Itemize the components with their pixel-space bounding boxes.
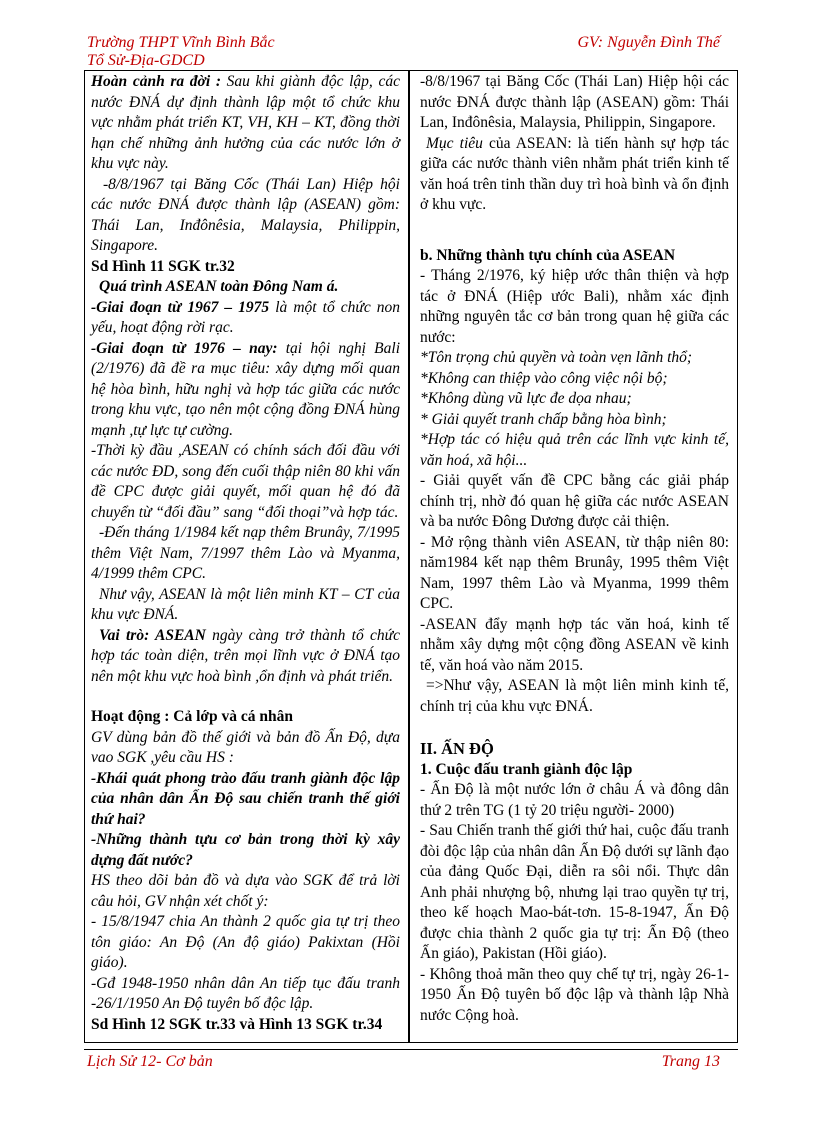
footer-rule (84, 1049, 738, 1050)
early-period-paragraph: -Thời kỳ đầu ,ASEAN có chính sách đối đầu với các nước ĐD, song đến cuối thập niên 80 khi vấn đề CPC được giải quyết, mối quan hệ đó đã chuyển từ “đối đầu” sang “đối thoại”và hợp tác. (91, 442, 400, 521)
principle-3: *Không dùng vũ lực đe dọa nhau; (420, 390, 632, 407)
question-2: -Những thành tựu cơ bản trong thời kỳ xây dựng đất nước? (91, 831, 400, 869)
subject-label: Lịch Sử 12- Cơ bản (87, 1053, 213, 1070)
bali-treaty-paragraph: - Tháng 2/1976, ký hiệp ước thân thiện và hợp tác ở ĐNÁ (Hiệp ước Bali), nhằm xác định những nguyên tắc cơ bản trong quan hệ giữa các nước: (420, 267, 729, 346)
cambodia-paragraph: - Giải quyết vấn đề CPC bằng các giải pháp chính trị, nhờ đó quan hệ giữa các nước ASEAN và ba nước Đông Dương được cải thiện. (420, 472, 729, 530)
principle-2: *Không can thiệp vào công việc nội bộ; (420, 369, 668, 387)
context-paragraph: Hoàn cảnh ra đời : Sau khi giành độc lập, các nước ĐNÁ dự định thành lập một tổ chức khu vực nhằm phát triển KT, VH, KH – KT, đồng thời hạn chế những ảnh hưởng của các nước lớn ở khu vực này. (91, 73, 400, 172)
partition-note: - 15/8/1947 chia An thành 2 quốc gia tự trị theo tôn giáo: An Độ (An độ giáo) Pakixtan (Hồi giáo). (91, 913, 400, 971)
teacher-instruction: GV dùng bản đồ thế giới và bản đồ Ấn Độ, dựa vao SGK ,yêu cầu HS : (91, 728, 400, 766)
student-instruction: HS theo dõi bản đồ và dựa vào SGK để trả lời câu hỏi, GV nhận xét chốt ý: (91, 872, 400, 910)
phase-1976-now: -Giai đoạn từ 1976 – nay: tại hội nghị Bali (2/1976) đã đề ra mục tiêu: xây dựng mối quan hệ hòa bình, hữu nghị và hợp tác giữa các nước trong khu vực, tạo nên một cộng đồng ĐNÁ hùng mạnh ,tự lực tự cường. (91, 339, 401, 439)
principle-1: *Tôn trọng chủ quyền và toàn vẹn lãnh thổ; (420, 349, 693, 366)
content-column (410, 70, 737, 1042)
independence-note: -Gđ 1948-1950 nhân dân An tiếp tục đấu tranh -26/1/1950 An Độ tuyên bố độc lập. (91, 974, 400, 1012)
role-paragraph: Vai trò: ASEAN ngày càng trở thành tổ chức hợp tác toàn diện, trên mọi lĩnh vực ở ĐNÁ tạo nên một khu vực hoà bình ,ổn định và phát triển. (91, 626, 400, 685)
activity-column (85, 70, 408, 1042)
page-number: Trang 13 (661, 1053, 720, 1070)
community-paragraph: -ASEAN đẩy mạnh hợp tác văn hoá, kinh tế nhằm xây dựng một cộng đồng ASEAN về kinh tế, văn hoá vào năm 2015. (420, 615, 729, 674)
india-intro: - Ấn Độ là một nước lớn ở châu Á và đông dân thứ 2 trên TG (1 tỷ 20 triệu người- 2000) (420, 781, 729, 819)
asean-conclusion: =>Như vậy, ASEAN là một liên minh kinh tế, chính trị của khu vực ĐNÁ. (420, 677, 729, 715)
teacher-name: GV: Nguyễn Đình Thế (577, 34, 720, 51)
founding-paragraph: -8/8/1967 tại Băng Cốc (Thái Lan) Hiệp hội các nước ĐNÁ được thành lập (ASEAN) gồm: Thái Lan, Inđônêsia, Malaysia, Philippin, Singapore. (91, 175, 400, 254)
phase-1967-1975: -Giai đoạn từ 1967 – 1975 là một tổ chức non yếu, hoạt động rời rạc. (91, 298, 401, 336)
figure-ref-11: Sd Hình 11 SGK tr.32 (91, 257, 235, 275)
question-1: -Khái quát phong trào đấu tranh giành độc lập của nhân dân Ấn Độ sau chiến tranh thế giới thứ hai? (91, 769, 400, 828)
goal-paragraph: Mục tiêu của ASEAN: là tiến hành sự hợp tác giữa các nước thành viên nhằm phát triển kinh tế văn hoá trên tinh thần duy trì hoà bình và ổn định ở khu vực. (420, 134, 729, 213)
struggle-heading: 1. Cuộc đấu tranh giành độc lập (420, 760, 633, 778)
figure-ref-12-13: Sd Hình 12 SGK tr.33 và Hình 13 SGK tr.34 (91, 1015, 383, 1033)
conclusion-paragraph: Như vậy, ASEAN là một liên minh KT – CT của khu vực ĐNÁ. (91, 585, 400, 623)
principle-4: * Giải quyết tranh chấp bằng hòa bình; (420, 410, 667, 428)
school-name: Trường THPT Vĩnh Bình Bắc (87, 34, 275, 51)
india-section-heading: II. ẤN ĐỘ (420, 739, 494, 758)
expansion-paragraph: - Mở rộng thành viên ASEAN, từ thập niên 80: năm1984 kết nạp thêm Brunây, 1995 thêm Việt Nam, 1997 thêm Lào và Myanma, 1999 thêm CPC. (420, 533, 729, 612)
lesson-table (84, 70, 738, 1043)
achievements-heading: b. Những thành tựu chính của ASEAN (420, 246, 676, 264)
department-name: Tổ Sử-Địa-GDCD (87, 52, 205, 69)
membership-paragraph: -Đến tháng 1/1984 kết nạp thêm Brunây, 7/1995 thêm Việt Nam, 7/1997 thêm Lào và Myanma, 4/1999 thêm CPC. (91, 524, 400, 582)
founding-paragraph-right: -8/8/1967 tại Băng Cốc (Thái Lan) Hiệp hội các nước ĐNÁ được thành lập (ASEAN) gồm: Thái Lan, Inđônêsia, Malaysia, Philippin, Singapore. (420, 73, 729, 131)
activity-heading: Hoạt động : Cả lớp và cá nhân (91, 708, 293, 725)
asean-process-heading: Quá trình ASEAN toàn Đông Nam á. (99, 278, 339, 295)
india-struggle: - Sau Chiến tranh thế giới thứ hai, cuộc đấu tranh đòi độc lập của nhân dân Ấn Độ dưới sự lãnh đạo của đảng Quốc Đại, diễn ra sôi nổi. Thực dân Anh phải nhượng bộ, nhưng lại trao quyền tự trị, theo kế hoạch Mao-bát-tơn. 15-8-1947, Ấn Độ được chia thành 2 quốc gia tự trị: Ấn Độ (theo Ấn giáo), Pakistan (Hồi giáo). (420, 822, 729, 962)
principle-5: *Hợp tác có hiệu quả trên các lĩnh vực kinh tế, văn hoá, xã hội... (420, 431, 729, 469)
india-independence: - Không thoả mãn theo quy chế tự trị, ngày 26-1-1950 Ấn Độ tuyên bố độc lập và thành lập Nhà nước Cộng hoà. (420, 965, 729, 1024)
